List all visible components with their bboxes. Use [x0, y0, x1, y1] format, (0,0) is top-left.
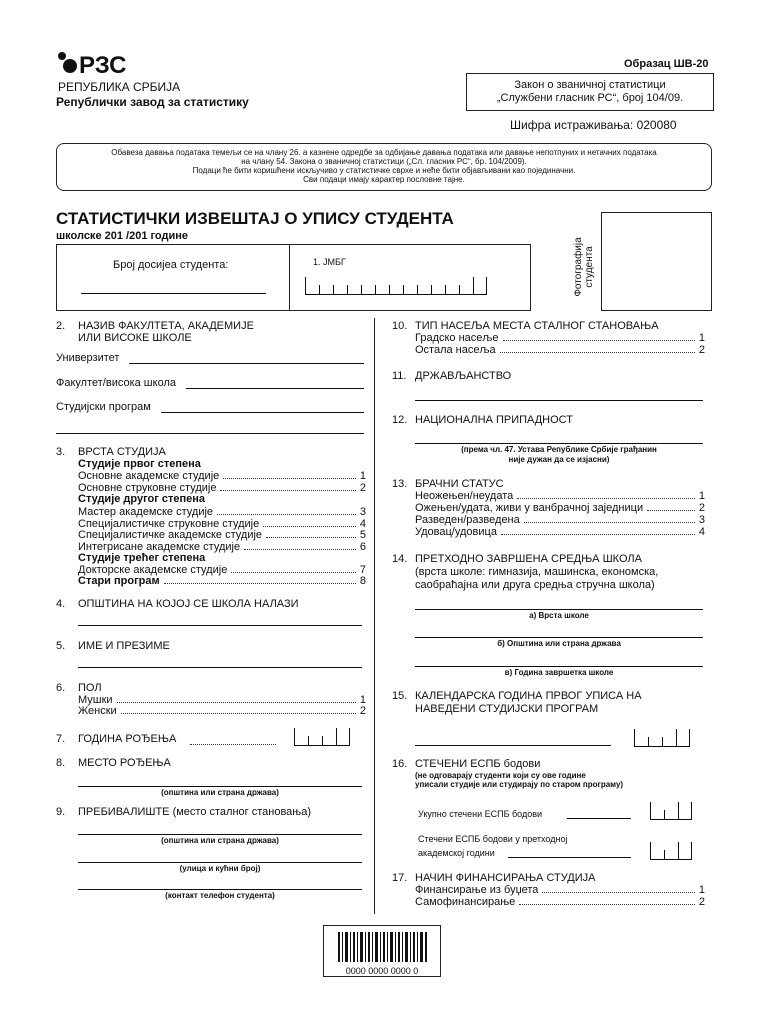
first-enrol-year-cells[interactable]	[634, 729, 690, 747]
s9-caption-2: (улица и кућни број)	[179, 864, 261, 873]
s8-field[interactable]	[78, 786, 362, 787]
s14-num: 14.	[392, 553, 408, 565]
s14-caption-a: а) Врста школе	[529, 611, 589, 620]
notice-line-4: Сви подаци имају карактер пословне тајне.	[303, 175, 465, 184]
dossier-field[interactable]	[81, 293, 266, 294]
jmbg-label: 1. ЈМБГ	[313, 257, 346, 267]
notice-line-1: Обавеза давања података темељи се на члану 26. а казнене одредбе за одбијање давања података или давање непотпуних и нетачних података	[111, 148, 657, 157]
s15-title-2: НАВЕДЕНИ СТУДИЈСКИ ПРОГРАМ	[415, 703, 599, 715]
jmbg-cells[interactable]	[305, 277, 487, 295]
institute-name: Републички завод за статистику	[56, 95, 249, 109]
s14-subtitle-1: (врста школе: гимназија, машинска, економска,	[415, 566, 659, 578]
s11-num: 11.	[392, 370, 407, 382]
s16-prev-label-1: Стечени ЕСПБ бодови у претходној	[418, 834, 568, 844]
birth-year-cells[interactable]	[294, 728, 350, 746]
photo-box[interactable]	[601, 212, 712, 311]
s12-num: 12.	[392, 414, 408, 426]
logo-text: РЗС	[79, 52, 127, 76]
s3-group-2: Студије другог степена	[78, 493, 206, 505]
s3-title: ВРСТА СТУДИЈА	[78, 446, 166, 458]
s6-option-1[interactable]: Мушки 1	[78, 694, 366, 706]
s3-option-8[interactable]: Стари програм 8	[78, 575, 366, 587]
s12-field[interactable]	[415, 443, 703, 444]
column-divider	[374, 318, 375, 914]
s12-title: НАЦИОНАЛНА ПРИПАДНОСТ	[415, 414, 573, 426]
s16-note-2: уписали студије или студирају по старом програму)	[415, 780, 624, 789]
program-label: Студијски програм	[56, 401, 151, 413]
faculty-field[interactable]	[186, 388, 364, 389]
s15-num: 15.	[392, 690, 408, 702]
s10-title: ТИП НАСЕЉА МЕСТА СТАЛНОГ СТАНОВАЊА	[415, 320, 659, 332]
program-field-2[interactable]	[56, 433, 364, 434]
s3-option-4[interactable]: Специјалистичке струковне студије 4	[78, 518, 366, 530]
barcode-number: 0000 0000 0000 0	[345, 966, 419, 976]
s9-field-3[interactable]	[78, 889, 362, 890]
s9-title: ПРЕБИВАЛИШТЕ (место сталног становања)	[78, 806, 311, 818]
s16-total-field[interactable]	[567, 818, 631, 819]
s5-title: ИМЕ И ПРЕЗИМЕ	[78, 640, 170, 652]
s3-option-7[interactable]: Докторске академске студије 7	[78, 564, 366, 576]
s13-option-2[interactable]: Ожењен/удата, живи у ванбрачној заједници 2	[415, 502, 705, 514]
s14-field-b[interactable]	[415, 637, 703, 638]
s15-title-1: КАЛЕНДАРСКА ГОДИНА ПРВОГ УПИСА НА	[415, 690, 642, 702]
s14-caption-b: б) Општина или страна држава	[497, 639, 621, 648]
s13-num: 13.	[392, 478, 408, 490]
s12-caption-1: (према чл. 47. Устава Републике Србије грађанин	[461, 445, 657, 454]
s4-title: ОПШТИНА НА КОЈОЈ СЕ ШКОЛА НАЛАЗИ	[78, 598, 299, 610]
photo-label: Фотографија студента	[573, 237, 595, 297]
s16-num: 16.	[392, 758, 408, 770]
s17-option-2[interactable]: Самофинансирање 2	[415, 896, 705, 908]
s4-num: 4.	[56, 598, 66, 610]
s3-group-3: Студије трећег степена	[78, 552, 206, 564]
survey-code-label: Шифра истраживања:	[510, 118, 634, 132]
s2-title-1: НАЗИВ ФАКУЛТЕТА, АКАДЕМИЈЕ	[78, 320, 254, 332]
notice-box	[56, 143, 712, 191]
s17-num: 17.	[392, 872, 408, 884]
s7-dots	[190, 744, 276, 745]
s13-option-3[interactable]: Разведен/разведена 3	[415, 514, 705, 526]
ects-prev-cells[interactable]	[650, 842, 692, 860]
s3-group-1: Студије првог степена	[78, 458, 201, 470]
s3-option-1[interactable]: Основне академске студије 1	[78, 470, 366, 482]
form-code: Образац ШВ-20	[624, 58, 709, 70]
s10-num: 10.	[392, 320, 408, 332]
university-row	[56, 352, 364, 364]
law-box	[466, 73, 714, 111]
s9-caption-1: (општина или страна држава)	[161, 836, 279, 845]
barcode-bars	[324, 932, 440, 966]
s4-field[interactable]	[78, 625, 362, 626]
barcode	[323, 925, 441, 977]
s5-num: 5.	[56, 640, 66, 652]
s10-option-2[interactable]: Остала насеља 2	[415, 344, 705, 356]
survey-code	[510, 118, 677, 132]
s6-title: ПОЛ	[78, 682, 102, 694]
s5-field[interactable]	[78, 667, 362, 668]
s16-prev-label-2: академској години	[418, 848, 495, 858]
dossier-label: Број досијеа студента:	[113, 259, 229, 271]
s14-field-c[interactable]	[415, 666, 703, 667]
s8-title: МЕСТО РОЂЕЊА	[78, 757, 171, 769]
s8-caption: (општина или страна држава)	[161, 788, 279, 797]
s13-option-4[interactable]: Удовац/удовица 4	[415, 526, 705, 538]
s6-num: 6.	[56, 682, 66, 694]
s14-title: ПРЕТХОДНО ЗАВРШЕНА СРЕДЊА ШКОЛА	[415, 553, 642, 565]
s3-num: 3.	[56, 446, 66, 458]
s2-title-2: ИЛИ ВИСОКЕ ШКОЛЕ	[78, 332, 192, 344]
s11-title: ДРЖАВЉАНСТВО	[415, 370, 512, 382]
s7-num: 7.	[56, 733, 66, 745]
law-line-1: Закон о званичној статистици	[514, 79, 666, 91]
s14-subtitle-2: саобраћајна или друга средња стручна школа)	[415, 579, 655, 591]
s3-option-2[interactable]: Основне струковне студије 2	[78, 482, 366, 494]
s6-option-2[interactable]: Женски 2	[78, 705, 366, 717]
notice-line-2: на члану 54. Закона о званичној статистици („Сл. гласник РС“, бр. 104/2009).	[241, 157, 527, 166]
country-name: РЕПУБЛИКА СРБИЈА	[58, 80, 181, 94]
id-box	[56, 244, 531, 311]
s15-field[interactable]	[415, 745, 611, 746]
s14-field-a[interactable]	[415, 609, 703, 610]
s3-option-6[interactable]: Интегрисане академске студије 6	[78, 541, 366, 553]
s13-title: БРАЧНИ СТАТУС	[415, 478, 504, 490]
s13-option-1[interactable]: Неожењен/неудата 1	[415, 490, 705, 502]
school-year: школске 201 /201 године	[56, 230, 189, 242]
s9-field-2[interactable]	[78, 862, 362, 863]
s3-option-3[interactable]: Мастер академске студије 3	[78, 506, 366, 518]
s17-option-1[interactable]: Финансирање из буџета 1	[415, 884, 705, 896]
s16-prev-field[interactable]	[508, 857, 631, 858]
rzs-logo	[56, 50, 156, 76]
s17-title: НАЧИН ФИНАНСИРАЊА СТУДИЈА	[415, 872, 596, 884]
program-row	[56, 401, 364, 413]
law-line-2: „Службени гласник РС“, број 104/09.	[496, 92, 684, 104]
s9-field-1[interactable]	[78, 834, 362, 835]
s10-option-1[interactable]: Градско насеље 1	[415, 332, 705, 344]
s8-num: 8.	[56, 757, 66, 769]
s9-num: 9.	[56, 806, 66, 818]
report-title: СТАТИСТИЧКИ ИЗВЕШТАЈ О УПИСУ СТУДЕНТА	[56, 209, 454, 228]
survey-code-value: 020080	[636, 118, 677, 132]
s12-caption-2: није дужан да се изјасни)	[508, 455, 610, 464]
university-label: Универзитет	[56, 352, 120, 364]
s16-total-label: Укупно стечени ЕСПБ бодови	[418, 809, 543, 819]
faculty-row	[56, 377, 364, 389]
s9-caption-3: (контакт телефон студента)	[165, 891, 275, 900]
s14-caption-c: в) Година завршетка школе	[504, 668, 614, 677]
s7-title: ГОДИНА РОЂЕЊА	[78, 733, 177, 745]
s2-num: 2.	[56, 320, 66, 332]
university-field[interactable]	[129, 363, 364, 364]
notice-line-3: Подаци ће бити коришћени искључиво у статистичке сврхе и неће бити објављивани као појединачни.	[192, 166, 576, 175]
s11-field[interactable]	[415, 400, 703, 401]
faculty-label: Факултет/висока школа	[56, 377, 176, 389]
s16-note-1: (не одговарају студенти који су ове године	[415, 771, 586, 780]
program-field[interactable]	[161, 412, 364, 413]
s16-title: СТЕЧЕНИ ЕСПБ бодови	[415, 758, 541, 770]
s3-option-5[interactable]: Специјалистичке академске студије 5	[78, 529, 366, 541]
ects-total-cells[interactable]	[650, 802, 692, 820]
